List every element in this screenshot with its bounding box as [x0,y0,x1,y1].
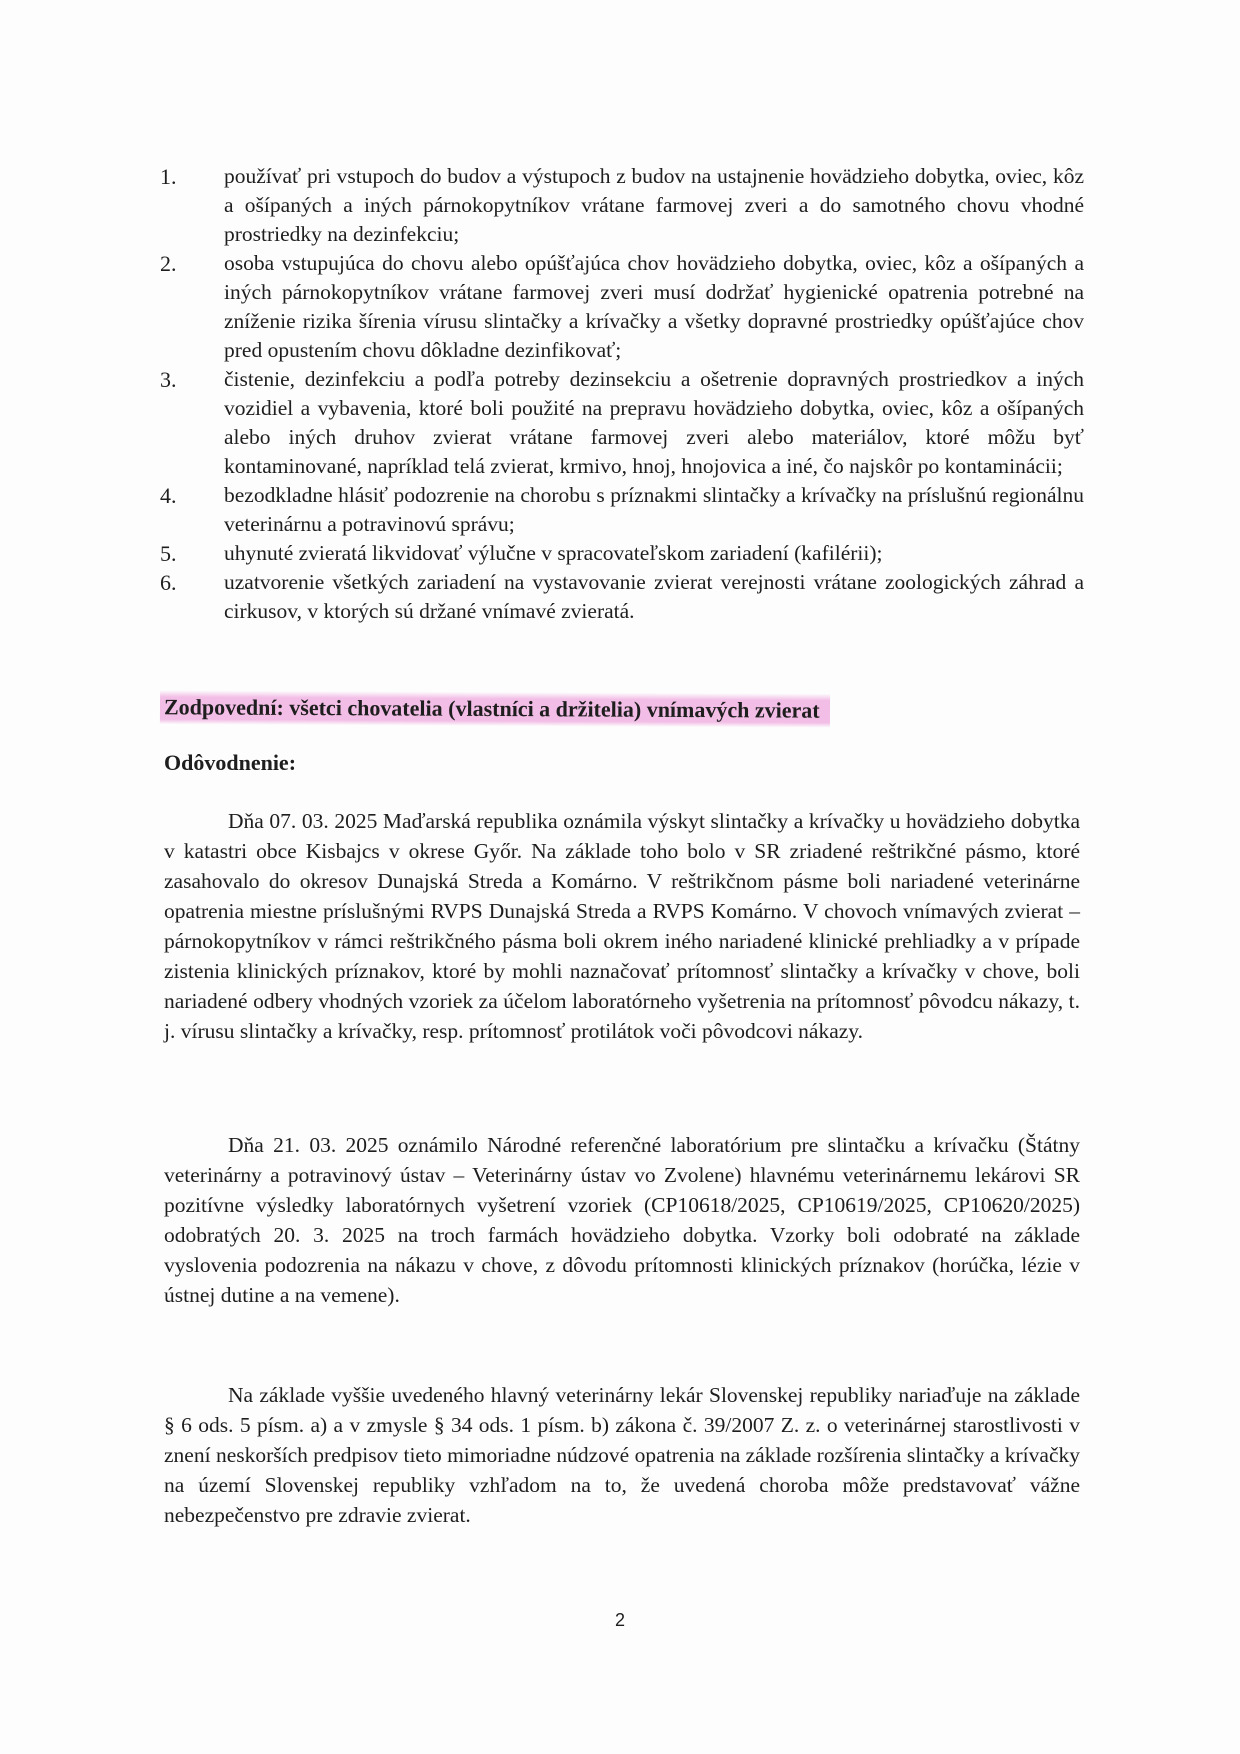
list-item-text: osoba vstupujúca do chovu alebo opúšťajúca chov hovädzieho dobytka, oviec, kôz a ošípaných a iných párnokopytníkov vrátane farmovej zveri musí dodržať hygienické opatrenia potrebné na zníženie rizika šírenia vírusu slintačky a krívačky a všetky dopravné prostriedky opúšťajúce chov pred opustením chovu dôkladne dezinfikovať; [224,251,1084,362]
list-item-number: 6. [160,570,177,595]
measures-list [160,162,1084,626]
list-item-number: 3. [160,367,177,392]
responsible-parties-heading: Zodpovední: všetci chovatelia (vlastníci a držitelia) vnímavých zvierat [160,690,830,728]
reasoning-paragraph: Dňa 21. 03. 2025 oznámilo Národné referenčné laboratórium pre slintačku a krívačku (Štátny veterinárny a potravinový ústav – Veterinárny ústav vo Zvolene) hlavnému veterinárnemu lekárovi SR pozitívne výsledky laboratórnych vyšetrení vzoriek (CP10618/2025, CP10619/2025, CP10620/2025) odobratých 20. 3. 2025 na troch farmách hovädzieho dobytka. Vzorky boli odobraté na základe vyslovenia podozrenia na nákazu v chove, z dôvodu prítomnosti klinických príznakov (horúčka, lézie v ústnej dutine a na vemene). [164,1133,1080,1307]
list-item [160,249,1084,365]
list-item-number: 5. [160,541,177,566]
list-item-text: uzatvorenie všetkých zariadení na vystavovanie zvierat verejnosti vrátane zoologických záhrad a cirkusov, v ktorých sú držané vnímavé zvieratá. [224,570,1084,623]
list-item [160,539,1084,568]
list-item-number: 4. [160,483,177,508]
list-item [160,481,1084,539]
list-item-text: bezodkladne hlásiť podozrenie na chorobu s príznakmi slintačky a krívačky na príslušnú regionálnu veterinárnu a potravinovú správu; [224,483,1084,536]
list-item [160,162,1084,249]
list-item-text: používať pri vstupoch do budov a výstupoch z budov na ustajnenie hovädzieho dobytka, oviec, kôz a ošípaných a iných párnokopytníkov vrátane farmovej zveri a do samotného chovu vhodné prostriedky na dezinfekciu; [224,164,1084,246]
page-number: 2 [614,1610,625,1630]
reasoning-paragraph: Dňa 07. 03. 2025 Maďarská republika oznámila výskyt slintačky a krívačky u hovädzieho dobytka v katastri obce Kisbajcs v okrese Győr. Na základe toho bolo v SR zriadené reštrikčné pásmo, ktoré zasahovalo do okresov Dunajská Streda a Komárno. V reštrikčnom pásme boli nariadené veterinárne opatrenia miestne príslušnými RVPS Dunajská Streda a RVPS Komárno. V chovoch vnímavých zvierat – párnokopytníkov v rámci reštrikčného pásma boli okrem iného nariadené klinické prehliadky a v prípade zistenia klinických príznakov, ktoré by mohli naznačovať prítomnosť slintačky a krívačky v chove, boli nariadené odbery vhodných vzoriek za účelom laboratórneho vyšetrenia na prítomnosť pôvodcu nákazy, t. j. vírusu slintačky a krívačky, resp. prítomnosť protilátok voči pôvodcovi nákazy. [164,809,1080,1043]
reasoning-paragraph: Na základe vyššie uvedeného hlavný veterinárny lekár Slovenskej republiky nariaďuje na základe § 6 ods. 5 písm. a) a v zmysle § 34 ods. 1 písm. b) zákona č. 39/2007 Z. z. o veterinárnej starostlivosti v znení neskorších predpisov tieto mimoriadne núdzové opatrenia na základe rozšírenia slintačky a krívačky na území Slovenskej republiky vzhľadom na to, že uvedená choroba môže predstavovať vážne nebezpečenstvo pre zdravie zvierat. [164,1383,1080,1527]
list-item-text: uhynuté zvieratá likvidovať výlučne v spracovateľskom zariadení (kafilérii); [224,541,883,565]
list-item-text: čistenie, dezinfekciu a podľa potreby dezinsekciu a ošetrenie dopravných prostriedkov a iných vozidiel a vybavenia, ktoré boli použité na prepravu hovädzieho dobytka, oviec, kôz a ošípaných alebo iných druhov zvierat vrátane farmovej zveri alebo materiálov, ktoré môžu byť kontaminované, napríklad telá zvierat, krmivo, hnoj, hnojovica a iné, čo najskôr po kontaminácii; [224,367,1084,478]
list-item [160,365,1084,481]
list-item-number: 1. [160,164,177,189]
list-item-number: 2. [160,251,177,276]
reasoning-heading: Odôvodnenie: [164,750,297,775]
list-item [160,568,1084,626]
